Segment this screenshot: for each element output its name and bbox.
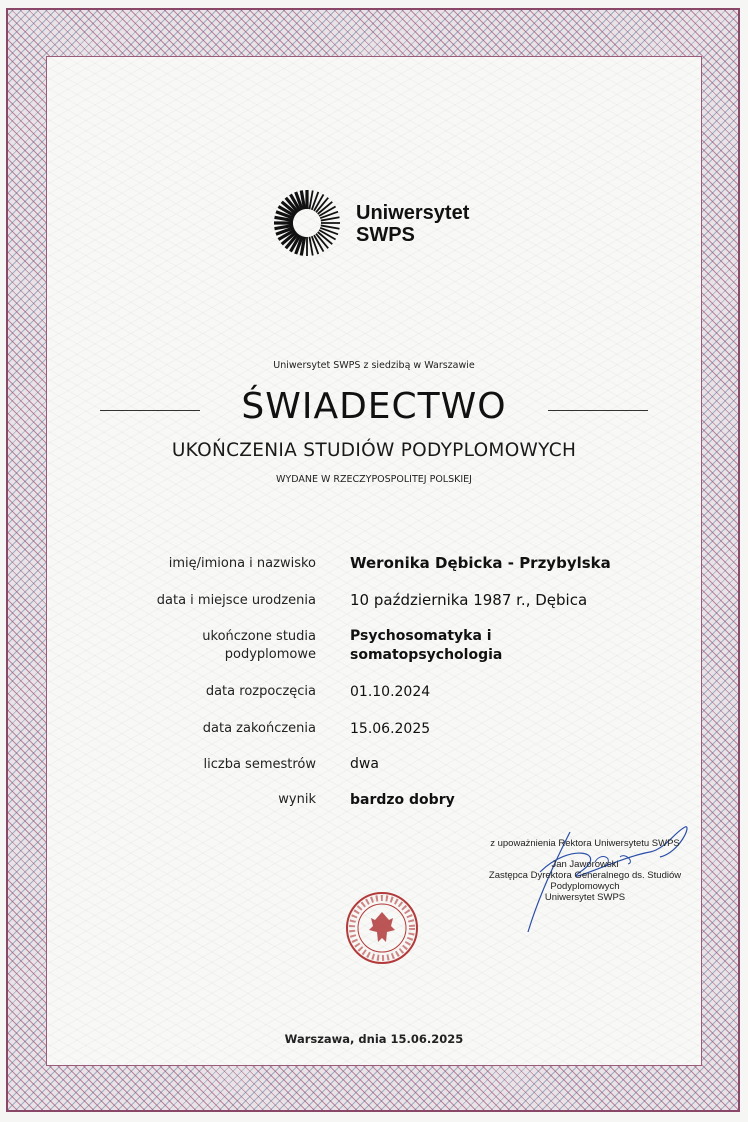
studies-value-line-1: Psychosomatyka i <box>350 628 492 644</box>
university-seal-stamp-icon <box>344 890 420 966</box>
signature-block <box>480 838 690 903</box>
title-right-rule <box>548 410 648 411</box>
start-date-label: data rozpoczęcia <box>205 684 316 699</box>
birth-value: 10 października 1987 r., Dębica <box>350 591 588 609</box>
place-and-date: Warszawa, dnia 15.06.2025 <box>284 1032 464 1046</box>
signatory-title-3: Uniwersytet SWPS <box>544 892 626 903</box>
studies-label-line-1: ukończone studia <box>202 629 316 644</box>
logo-line-2: SWPS <box>356 224 415 246</box>
name-value: Weronika Dębicka - Przybylska <box>350 554 611 572</box>
university-logo-text <box>356 202 469 246</box>
university-seat-text: Uniwersytet SWPS z siedzibą w Warszawie <box>273 360 475 371</box>
end-date-label: data zakończenia <box>202 721 316 736</box>
issued-in-text: WYDANE W RZECZYPOSPOLITEJ POLSKIEJ <box>276 474 472 485</box>
swps-sunburst-logo-icon <box>272 188 342 258</box>
title-row <box>100 386 648 436</box>
signatory-title-2: Podyplomowych <box>550 881 620 892</box>
name-label: imię/imiona i nazwisko <box>168 556 316 571</box>
signature-authorization: z upoważnienia Rektora Uniwersytetu SWPS <box>490 838 680 849</box>
studies-label-line-2: podyplomowe <box>224 647 316 662</box>
start-date-value: 01.10.2024 <box>350 684 431 700</box>
birth-label: data i miejsce urodzenia <box>156 593 316 608</box>
signatory-title-1: Zastępca Dyrektora Generalnego ds. Studiów <box>488 870 682 881</box>
result-value: bardzo dobry <box>350 792 455 808</box>
certificate-subtitle: UKOŃCZENIA STUDIÓW PODYPLOMOWYCH <box>171 440 577 461</box>
logo-line-1: Uniwersytet <box>356 202 470 224</box>
semesters-label: liczba semestrów <box>203 757 316 772</box>
end-date-value: 15.06.2025 <box>350 721 431 737</box>
semesters-value: dwa <box>350 756 379 772</box>
studies-value-line-2: somatopsychologia <box>350 647 503 663</box>
result-label: wynik <box>278 792 316 807</box>
signatory-name: Jan Jaworowski <box>551 859 619 870</box>
page-title: ŚWIADECTWO <box>241 386 507 427</box>
